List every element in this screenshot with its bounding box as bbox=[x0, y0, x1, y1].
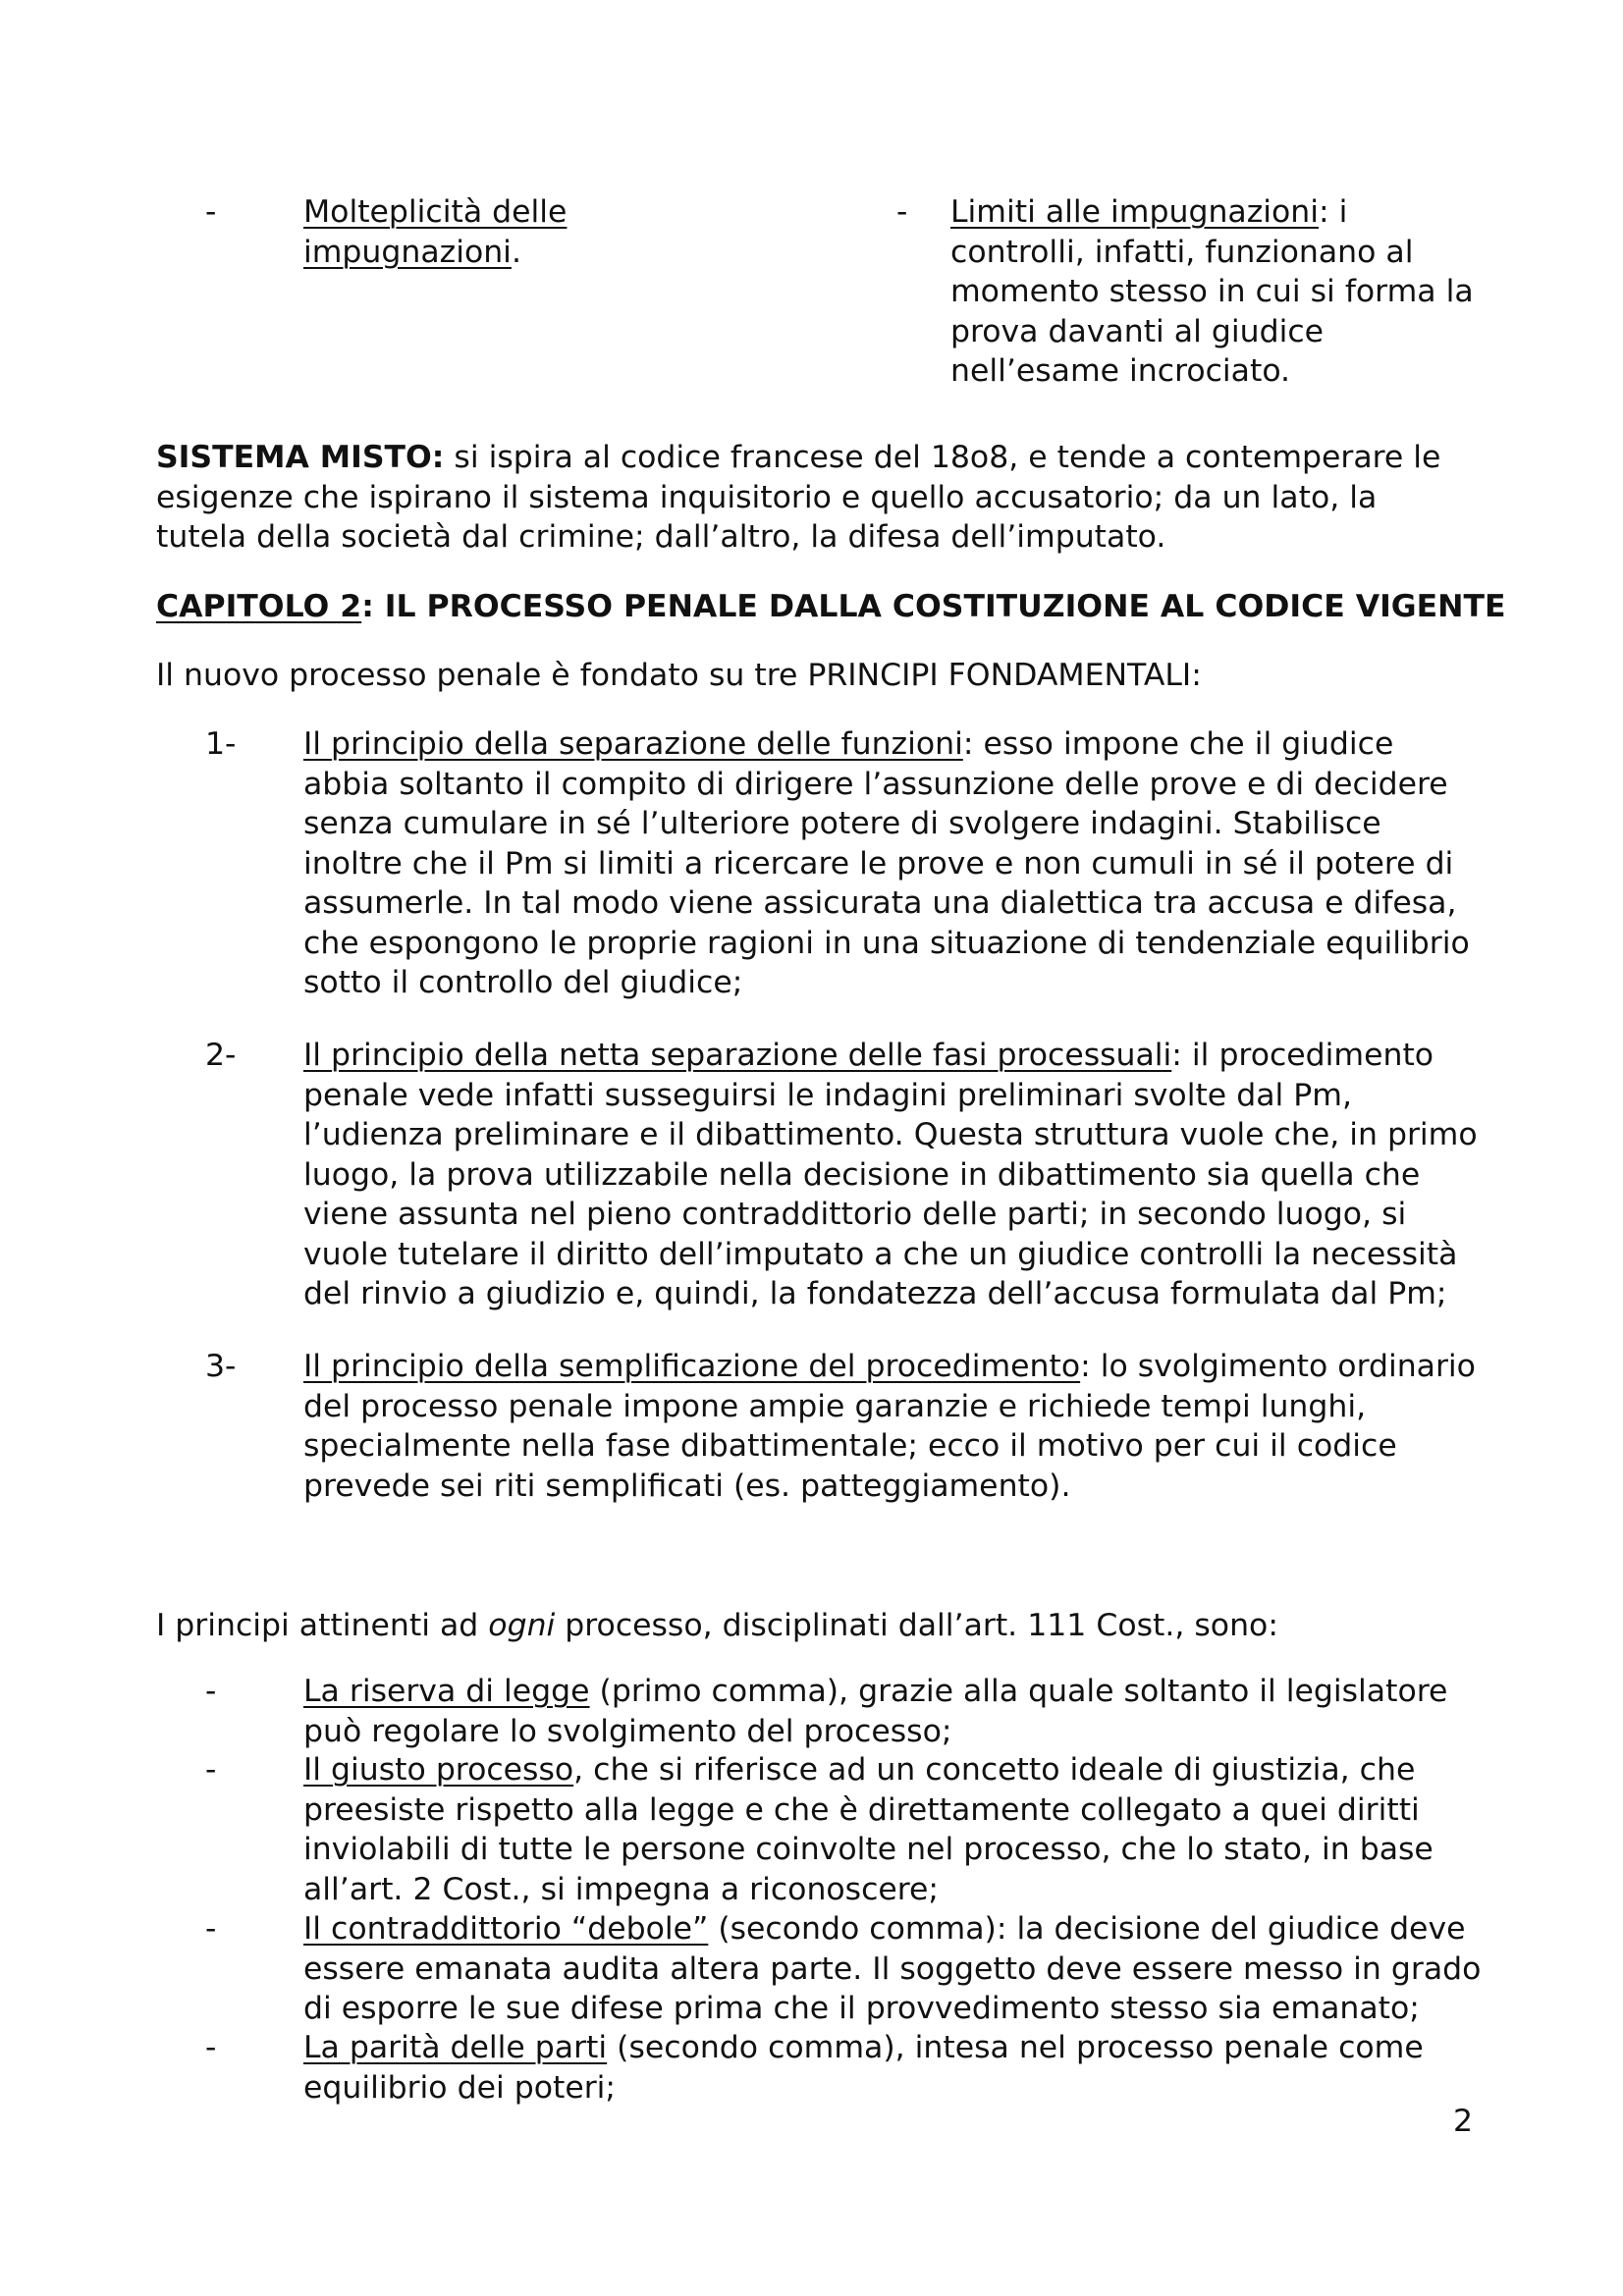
right-column-text: Limiti alle impugnazioni: i controlli, infatti, funzionano al momento stesso in cui si forma la prova davanti al giudice nell’esame incrociato. bbox=[950, 194, 1474, 389]
art111-item-2: - Il giusto processo, che si riferisce ad un concetto ideale di giustizia, che preesiste rispetto alla legge e che è direttamente collegato a quei diritti inviolabili di tutte le persone coinvolte nel processo, che lo stato, in base all’art. 2 Cost., si impegna a riconoscere; bbox=[205, 1750, 1482, 1909]
chapter-heading bbox=[156, 587, 1531, 627]
principle-term: Il principio della netta separazione delle fasi processuali bbox=[303, 1038, 1172, 1073]
principle-term: Il principio della separazione delle funzioni bbox=[303, 726, 963, 762]
intro-sentence: Il nuovo processo penale è fondato su tre PRINCIPI FONDAMENTALI: bbox=[156, 658, 1202, 693]
bullet-dash: - bbox=[205, 194, 217, 230]
principle-term: Il principio della semplificazione del procedimento bbox=[303, 1349, 1081, 1384]
emphasis-ogni: ogni bbox=[488, 1608, 556, 1643]
item-term: Il contraddittorio “debole” bbox=[303, 1911, 709, 1947]
bullet-dash: - bbox=[205, 1911, 217, 1947]
art111-intro: I principi attinenti ad ogni processo, disciplinati dall’art. 111 Cost., sono: bbox=[156, 1608, 1278, 1643]
chapter-label: CAPITOLO 2 bbox=[156, 589, 362, 624]
principle-number: 1- bbox=[205, 726, 237, 762]
left-column-item bbox=[205, 192, 755, 272]
art111-item-3: - Il contraddittorio “debole” (secondo comma): la decisione del giudice deve essere emanata audita altera parte. Il soggetto deve essere messo in grado di esporre le sue difese prima che il provvedimento stesso sia emanato; bbox=[205, 1909, 1482, 2029]
bullet-dash: - bbox=[205, 1752, 217, 1788]
bullet-dash: - bbox=[205, 1674, 217, 1709]
left-column-text: Molteplicità delle impugnazioni. bbox=[303, 194, 568, 270]
bullet-dash: - bbox=[205, 2030, 217, 2065]
item-term: La riserva di legge bbox=[303, 1674, 590, 1709]
bullet-dash: - bbox=[896, 194, 908, 230]
principle-item-1: 1- Il principio della separazione delle funzioni: esso impone che il giudice abbia soltanto il compito di dirigere l’assunzione delle prove e di decidere senza cumulare in sé l’ulteriore potere di svolgere indagini. Stabilisce inoltre che il Pm si limiti a ricercare le prove e non cumuli in sé il potere di assumerle. In tal modo viene assicurata una dialettica tra accusa e difesa, che espongono le proprie ragioni in una situazione di tendenziale equilibrio sotto il controllo del giudice; bbox=[205, 724, 1482, 1003]
principle-number: 3- bbox=[205, 1349, 237, 1384]
item-term: Il giusto processo bbox=[303, 1752, 574, 1788]
right-column-item bbox=[896, 192, 1486, 392]
page-number: 2 bbox=[1452, 2104, 1473, 2139]
principle-item-2: 2- Il principio della netta separazione delle fasi processuali: il procedimento penale vede infatti susseguirsi le indagini preliminari svolte dal Pm, l’udienza preliminare e il dibattimento. Questa struttura vuole che, in primo luogo, la prova utilizzabile nella decisione in dibattimento sia quella che viene assunta nel pieno contraddittorio delle parti; in secondo luogo, si vuole tutelare il diritto dell’imputato a che un giudice controlli la necessità del rinvio a giudizio e, quindi, la fondatezza dell’accusa formulata dal Pm; bbox=[205, 1036, 1482, 1314]
art111-item-1: - La riserva di legge (primo comma), grazie alla quale soltanto il legislatore può regolare lo svolgimento del processo; bbox=[205, 1672, 1482, 1751]
chapter-title: : IL PROCESSO PENALE DALLA COSTITUZIONE AL CODICE VIGENTE bbox=[361, 589, 1506, 624]
item-term: La parità delle parti bbox=[303, 2030, 608, 2065]
sistema-misto-paragraph: SISTEMA MISTO: si ispira al codice francese del 18o8, e tende a contemperare le esigenze che ispirano il sistema inquisitorio e quello accusatorio; da un lato, la tutela della società dal crimine; dall’altro, la difesa dell’imputato. bbox=[156, 440, 1441, 555]
term-limiti: Limiti alle impugnazioni bbox=[950, 194, 1319, 230]
art111-item-4: - La parità delle parti (secondo comma), intesa nel processo penale come equilibrio dei poteri; bbox=[205, 2028, 1482, 2108]
sistema-misto-label: SISTEMA MISTO: bbox=[156, 440, 445, 475]
term-molteplicita: Molteplicità delle impugnazioni bbox=[303, 194, 568, 270]
principle-item-3: 3- Il principio della semplificazione del procedimento: lo svolgimento ordinario del processo penale impone ampie garanzie e richiede tempi lunghi, specialmente nella fase dibattimentale; ecco il motivo per cui il codice prevede sei riti semplificati (es. patteggiamento). bbox=[205, 1347, 1482, 1506]
principle-number: 2- bbox=[205, 1038, 237, 1073]
